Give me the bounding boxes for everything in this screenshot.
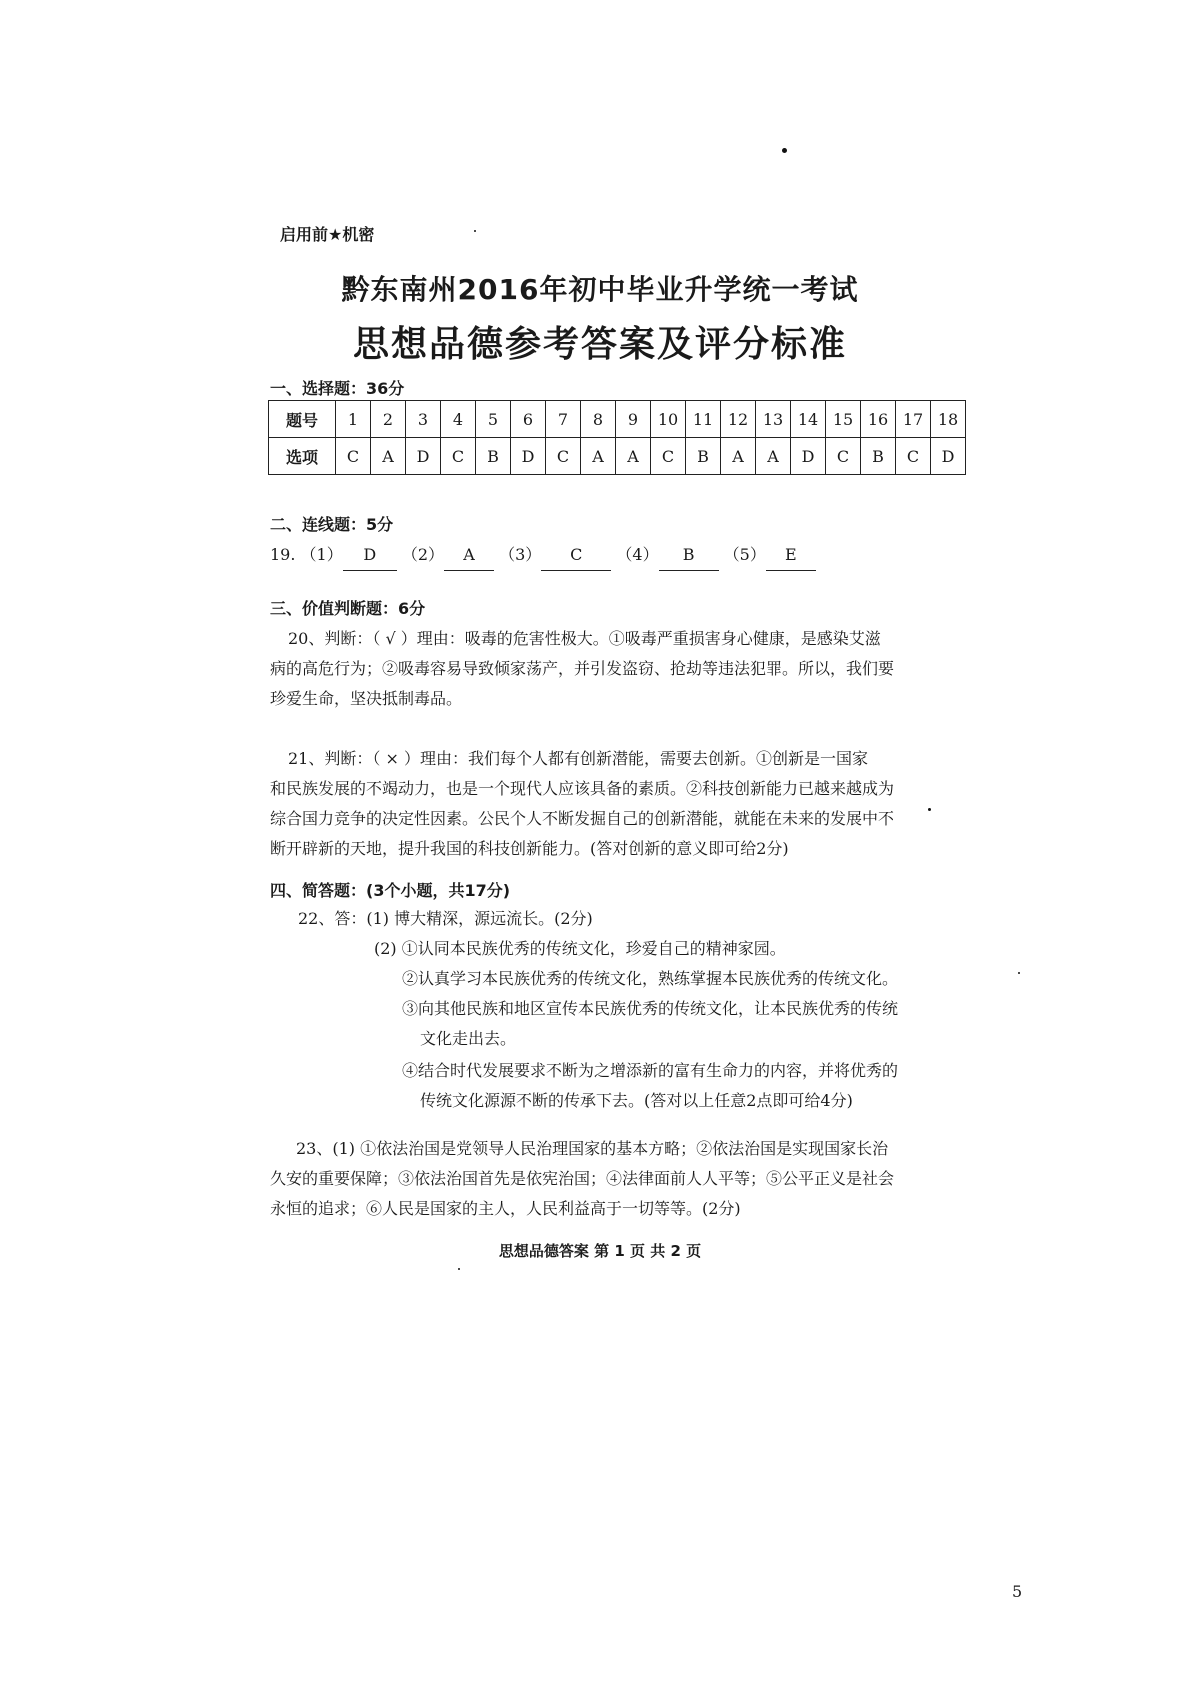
question-number: 17 [896,401,931,438]
question-number: 8 [581,401,616,438]
answer-cell: D [931,438,966,475]
q23-line-3: 永恒的追求；⑥人民是国家的主人，人民利益高于一切等等。(2分) [270,1199,741,1218]
question-number: 13 [756,401,791,438]
page-number: 5 [1012,1582,1023,1601]
q22-part2-line-5: ④结合时代发展要求不断为之增添新的富有生命力的内容，并将优秀的 [402,1061,899,1080]
question-number: 18 [931,401,966,438]
question-number: 16 [861,401,896,438]
answer-cell: D [511,438,546,475]
section2-heading: 二、连线题：5分 [270,515,394,534]
question-number: 5 [476,401,511,438]
scan-speck [928,808,931,811]
table-row-numbers [269,401,966,438]
q19-answer-5: E [766,540,816,571]
q19-label: （2） [401,545,445,564]
row-label-answers: 选项 [269,438,336,475]
q22-part2-line-4: 文化走出去。 [420,1029,517,1048]
table-row-answers [269,438,966,475]
q21-line-2: 和民族发展的不竭动力，也是一个现代人应该具备的素质。②科技创新能力已越来越成为 [270,779,895,798]
q22-part2-line-3: ③向其他民族和地区宣传本民族优秀的传统文化，让本民族优秀的传统 [402,999,899,1018]
q19-answer-4: B [659,540,719,571]
q19-answer-1: D [343,540,397,571]
answer-cell: C [896,438,931,475]
answer-cell: B [476,438,511,475]
q19-number: 19. [270,545,296,564]
q19-label: （5） [723,545,766,564]
answer-cell: D [791,438,826,475]
answer-cell: A [616,438,651,475]
question-number: 14 [791,401,826,438]
scan-speck [474,230,476,232]
question-number: 9 [616,401,651,438]
question-number: 6 [511,401,546,438]
question-number: 3 [406,401,441,438]
answer-cell: C [336,438,371,475]
answer-cell: A [721,438,756,475]
q20-line-2: 病的高危行为；②吸毒容易导致倾家荡产，并引发盗窃、抢劫等违法犯罪。所以，我们要 [270,659,895,678]
q22-part2-line-1: (2) ①认同本民族优秀的传统文化，珍爱自己的精神家园。 [374,939,786,958]
answer-cell: A [581,438,616,475]
q23-line-2: 久安的重要保障；③依法治国首先是依宪治国；④法律面前人人平等；⑤公平正义是社会 [270,1169,895,1188]
scan-speck [782,148,787,153]
q19-label: （3） [499,545,542,564]
answer-table [268,400,966,475]
question-number: 15 [826,401,861,438]
answer-cell: A [756,438,791,475]
q19-label: （1） [300,545,343,564]
q19-label: （4） [616,545,659,564]
answer-cell: C [651,438,686,475]
q21-line-4: 断开辟新的天地，提升我国的科技创新能力。(答对创新的意义即可给2分) [270,839,789,858]
q21-line-3: 综合国力竞争的决定性因素。公民个人不断发掘自己的创新潜能，就能在未来的发展中不 [270,809,895,828]
section4-heading: 四、简答题：(3个小题，共17分) [270,881,511,900]
q23-line-1: 23、(1) ①依法治国是党领导人民治理国家的基本方略；②依法治国是实现国家长治 [296,1139,889,1158]
section3-heading: 三、价值判断题：6分 [270,599,426,618]
q20-line-3: 珍爱生命，坚决抵制毒品。 [270,689,463,708]
answer-cell: B [861,438,896,475]
exam-title: 黔东南州2016年初中毕业升学统一考试 [341,273,859,306]
question-number: 10 [651,401,686,438]
q19-line [270,540,816,571]
answer-cell: D [406,438,441,475]
q22-part2-line-2: ②认真学习本民族优秀的传统文化，熟练掌握本民族优秀的传统文化。 [402,969,899,988]
answer-cell: C [826,438,861,475]
section1-heading: 一、选择题：36分 [270,379,405,398]
scan-speck [458,1268,460,1270]
scan-speck [1018,972,1020,974]
q22-part1: 22、答：(1) 博大精深，源远流长。(2分) [298,909,593,928]
question-number: 1 [336,401,371,438]
q22-part2-line-6: 传统文化源源不断的传承下去。(答对以上任意2点即可给4分) [420,1091,853,1110]
question-number: 7 [546,401,581,438]
q21-line-1: 21、判断：（ × ）理由：我们每个人都有创新潜能，需要去创新。①创新是一国家 [288,749,868,768]
question-number: 12 [721,401,756,438]
answer-cell: B [686,438,721,475]
page-footer: 思想品德答案 第 1 页 共 2 页 [498,1242,702,1260]
answer-cell: C [441,438,476,475]
row-label-numbers: 题号 [269,401,336,438]
answer-cell: A [371,438,406,475]
answer-cell: C [546,438,581,475]
q19-answer-2: A [444,540,494,571]
confidential-label: 启用前★机密 [280,225,375,244]
question-number: 4 [441,401,476,438]
document-title: 思想品德参考答案及评分标准 [352,324,847,365]
q19-answer-3: C [541,540,611,571]
q20-line-1: 20、判断：（ √ ）理由：吸毒的危害性极大。①吸毒严重损害身心健康，是感染艾滋 [288,629,881,648]
question-number: 2 [371,401,406,438]
question-number: 11 [686,401,721,438]
